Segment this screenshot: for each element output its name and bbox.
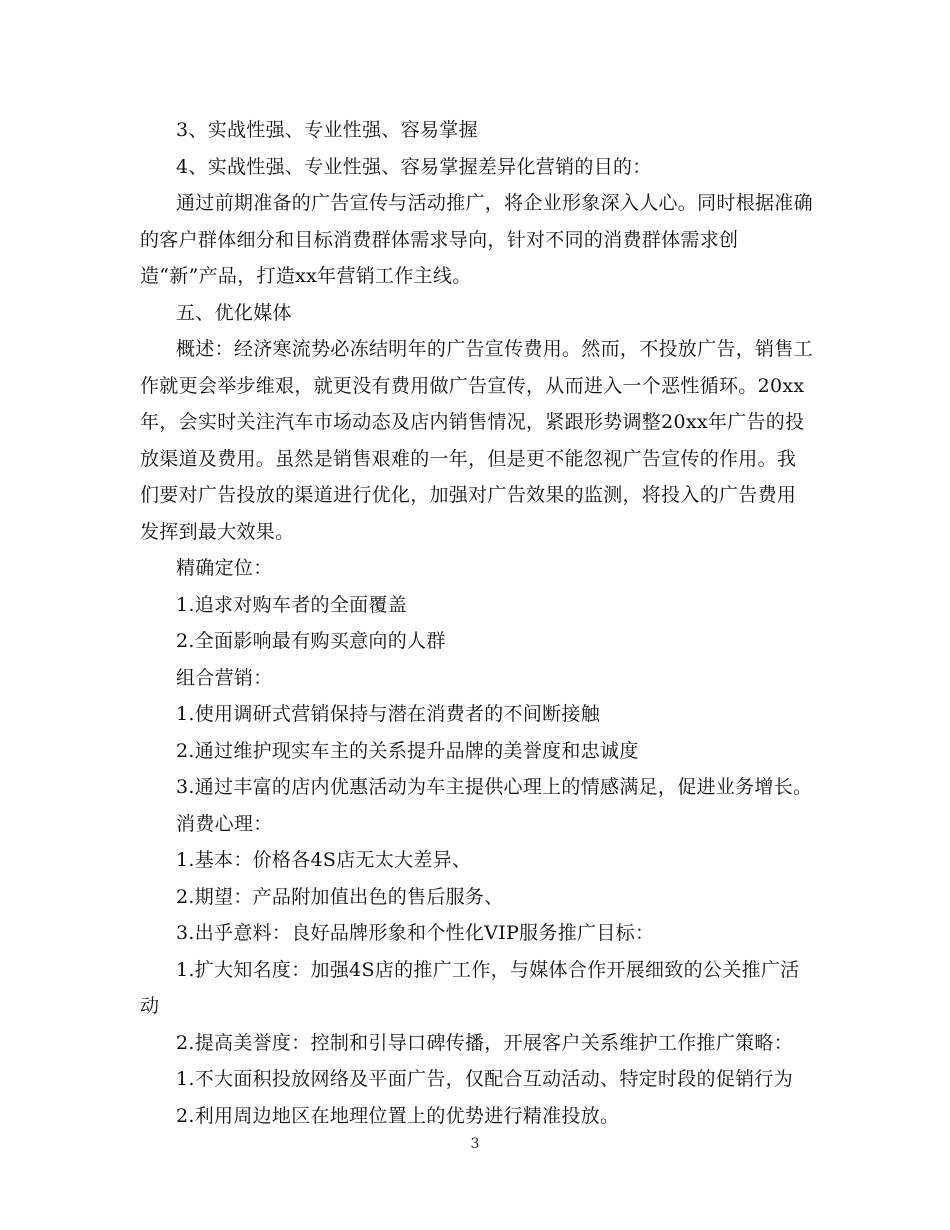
- list-item: 1.扩大知名度：加强4S店的推广工作，与媒体合作开展细致的公关推广活动: [140, 958, 800, 1017]
- list-item: 2.通过维护现实车主的关系提升品牌的美誉度和忠诚度: [176, 739, 639, 762]
- list-item-4: 4、实战性强、专业性强、容易掌握差异化营销的目的：: [176, 155, 652, 178]
- list-item: 2.提高美誉度：控制和引导口碑传播，开展客户关系维护工作推广策略：: [176, 1031, 794, 1054]
- body-paragraph-differentiation: 通过前期准备的广告宣传与活动推广，将企业形象深入人心。同时根据准确的客户群体细分和目标消费群体需求导向，针对不同的消费群体需求创造“新”产品，打造xx年营销工作主线。: [140, 192, 813, 287]
- list-item: 1.基本：价格各4S店无太大差异、: [176, 849, 472, 871]
- document-body: [140, 112, 815, 1134]
- subheading-consumer-psychology: 消费心理：: [176, 812, 273, 835]
- subheading-precise-positioning: 精确定位：: [176, 557, 273, 579]
- list-item: 2.期望：产品附加值出色的售后服务、: [176, 885, 504, 908]
- subheading-combined-marketing: 组合营销：: [176, 666, 273, 689]
- list-item-3: 3、实战性强、专业性强、容易掌握: [176, 119, 478, 141]
- section-heading-optimize-media: 五、优化媒体: [176, 301, 292, 324]
- list-item: 2.全面影响最有购买意向的人群: [176, 630, 446, 652]
- page-number: 3: [470, 1136, 480, 1152]
- list-item: 3.通过丰富的店内优惠活动为车主提供心理上的情感满足，促进业务增长。: [176, 776, 813, 798]
- list-item: 1.使用调研式营销保持与潜在消费者的不间断接触: [176, 703, 601, 725]
- list-item: 1.不大面积投放网络及平面广告，仅配合互动活动、特定时段的促销行为: [176, 1068, 794, 1090]
- list-item: 1.追求对购车者的全面覆盖: [176, 593, 408, 616]
- list-item: 3.出乎意料：良好品牌形象和个性化VIP服务推广目标：: [176, 922, 655, 944]
- body-paragraph-overview: 概述：经济寒流势必冻结明年的广告宣传费用。然而，不投放广告，销售工作就更会举步维艰，就更没有费用做广告宣传，从而进入一个恶性循环。20xx年，会实时关注汽车市场动态及店内销售情况，紧跟形势调整20xx年广告的投放渠道及费用。虽然是销售艰难的一年，但是更不能忽视广告宣传的作用。我们要对广告投放的渠道进行优化，加强对广告效果的监测，将投入的广告费用发挥到最大效果。: [140, 338, 813, 543]
- list-item: 2.利用周边地区在地理位置上的优势进行精准投放。: [176, 1104, 620, 1127]
